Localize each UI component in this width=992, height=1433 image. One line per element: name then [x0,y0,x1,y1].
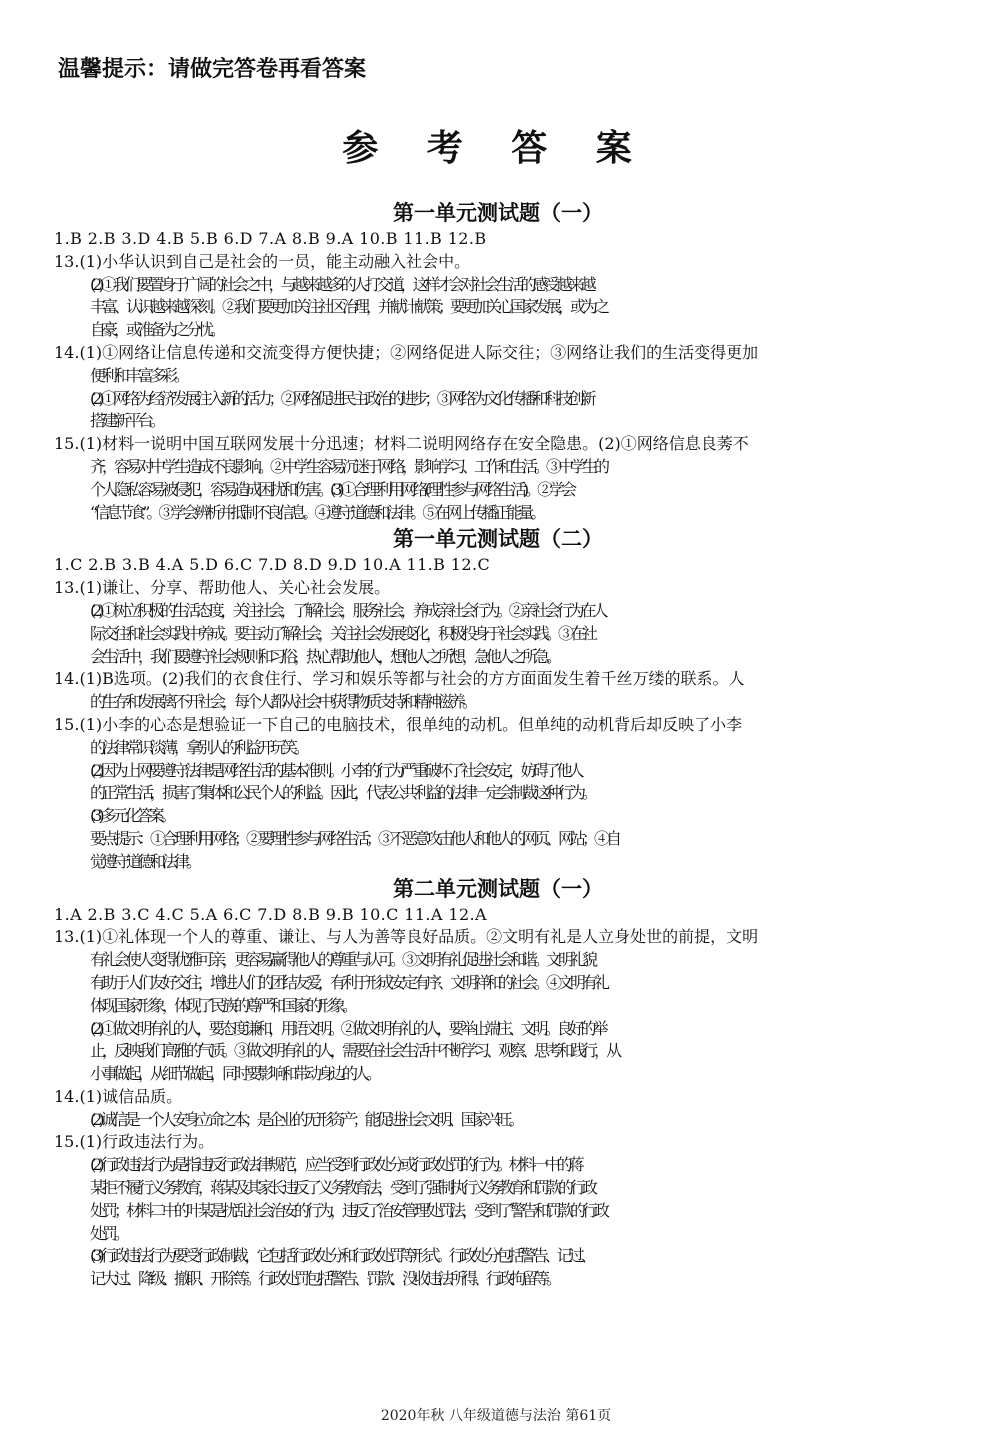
answer-line: 会生活中，我们要遵守社会规则和习俗，热心帮助他人，想他人之所想，急他人之所急。 [90,646,559,666]
answer-line: 13.(1)谦让、分享、帮助他人、关心社会发展。 [54,578,391,598]
section-heading: 第一单元测试题（二） [393,527,603,552]
answer-line: 要点提示：①合理利用网络；②要理性参与网络生活；③不恶意攻击他人和他人的网页、网站；④自 [90,828,619,848]
answer-section [54,198,942,524]
answer-line: 自豪，或准备为之分忧。 [90,320,223,340]
answer-line: (3)多元化答案。 [90,806,173,826]
answer-line: (2)①我们要置身于广阔的社会之中，与越来越多的人打交道，这样才会对社会生活的感受越来越 [90,274,593,294]
choice-answers: 1.A 2.B 3.C 4.C 5.A 6.C 7.D 8.B 9.B 10.C 11.A 12.A [54,904,487,924]
answer-line: 齐，容易对中学生造成不良影响。②中学生容易沉迷于网络，影响学习、工作和生活。③中学生的 [90,456,607,476]
answer-line: (2)诚信是一个人安身立命之本；是企业的无形资产；能促进社会文明、国家兴旺。 [90,1109,521,1129]
answer-line: (2)①网络为经济发展注入新的活力；②网络促进民主政治的进步；③网络为文化传播和科技创新 [90,388,593,408]
answer-line: 有礼会使人变得优雅可亲，更容易赢得他人的尊重与认可。③文明有礼促进社会和谐。文明礼貌 [90,950,595,970]
answer-content [54,198,942,1291]
answer-line: (2)行政违法行为是指违反行政法律规范，应当受到行政处分或行政处罚的行为。材料一中的蒋 [90,1155,581,1175]
answer-line: 便利和丰富多彩。 [90,365,187,385]
answer-line: (2)因为上网要遵守法律是网络生活的基本准则。小李的行为严重破坏了社会安定，妨碍了他人 [90,760,581,780]
answer-section [54,874,942,1292]
answer-line: 的正常生活，损害了集体和公民个人的利益。因此，代表公共利益的法律一定会制裁这种行为。 [90,783,595,803]
answer-line: 小事做起，从细节做起，同时要影响和带动身边的人。 [90,1064,379,1084]
answer-line: 的法律常识淡薄，拿别人的利益开玩笑。 [90,737,307,757]
answer-line: 14.(1)①网络让信息传递和交流变得方便快捷；②网络促进人际交往；③网络让我们的生活变得更加 [54,342,759,362]
answer-line: “信息节食”。③学会辨析并抵制不良信息。④遵守道德和法律。⑤在网上传播正能量。 [90,502,543,522]
reminder-notice: 温馨提示：请做完答卷再看答案 [58,57,367,82]
section-heading: 第一单元测试题（一） [393,201,603,225]
section-heading: 第二单元测试题（一） [393,876,603,901]
page-title: 参 考 答 案 [342,128,650,169]
answer-line: 14.(1)诚信品质。 [54,1086,183,1106]
choice-answers: 1.B 2.B 3.D 4.B 5.B 6.D 7.A 8.B 9.A 10.B 11.B 12.B [54,229,487,248]
answer-line: (3)行政违法行为要受行政制裁，它包括行政处分和行政处罚等形式。行政处分包括警告、记过、 [90,1246,593,1266]
answer-line: 觉遵守道德和法律。 [90,851,199,871]
answer-line: 搭建新平台。 [90,411,163,431]
answer-line: 的生存和发展离不开社会，每个人都从社会中获得物质支持和精神滋养。 [90,692,475,712]
answer-line: 丰富、认识越来越深刻。②我们要更加关注社区治理，并献计献策；要更加关心国家发展，或为之 [90,297,607,317]
answer-line: 个人隐私容易被侵犯，容易造成困扰和伤害。(3)①合理利用网络(理性参与网络生活)。②学会 [90,479,574,499]
choice-answers: 1.C 2.B 3.B 4.A 5.D 6.C 7.D 8.D 9.D 10.A 11.B 12.C [54,555,491,575]
answer-line: 际交往和社会实践中养成。要主动了解社会，关注社会发展变化，积极投身于社会实践。③在社 [90,623,595,643]
answer-line: 处罚；材料二中的叶某是扰乱社会治安的行为，违反了治安管理处罚法，受到了警告和罚款的行政 [90,1200,607,1220]
answer-line: 13.(1)①礼体现一个人的尊重、谦让、与人为善等良好品质。②文明有礼是人立身处世的前提，文明 [54,927,759,947]
answer-line: 记大过、降级、撤职、开除等。行政处罚包括警告、罚款、没收违法所得、行政拘留等。 [90,1269,559,1289]
answer-line: 15.(1)小李的心态是想验证一下自己的电脑技术，很单纯的动机。但单纯的动机背后却反映了小李 [54,714,743,734]
answer-line: 某拒不履行义务教育，蒋某及其家长违反了义务教育法，受到了强制执行义务教育和罚款的行政 [90,1178,595,1198]
answer-line: 止，反映我们高雅的气质。③做文明有礼的人，需要在社会生活中不断学习、观察、思考和践行，从 [90,1041,619,1061]
answer-line: 体现国家形象，体现了民族的尊严和国家的形象。 [90,995,355,1015]
answer-line: (2)①树立积极的生活态度，关注社会，了解社会，服务社会，养成亲社会行为。②亲社会行为在人 [90,600,605,620]
answer-section [54,524,942,873]
answer-line: 有助于人们友好交往，增进人们的团结友爱，有利于形成安定有序、文明祥和的社会。④文明有礼 [90,972,607,992]
page-footer: 2020年秋 八年级道德与法治 第61页 [380,1408,612,1424]
answer-line: 14.(1)B选项。(2)我们的衣食住行、学习和娱乐等都与社会的方方面面发生着千丝万缕的联系。人 [54,669,745,689]
answer-line: 15.(1)行政违法行为。 [54,1132,215,1152]
answer-line: 15.(1)材料一说明中国互联网发展十分迅速；材料二说明网络存在安全隐患。(2)①网络信息良莠不 [54,434,749,454]
answer-line: 处罚。 [90,1223,127,1243]
answer-line: (2)①做文明有礼的人，要态度谦和，用语文明。②做文明有礼的人，要举止端庄、文明。良好的举 [90,1018,605,1038]
answer-line: 13.(1)小华认识到自己是社会的一员，能主动融入社会中。 [54,251,471,271]
